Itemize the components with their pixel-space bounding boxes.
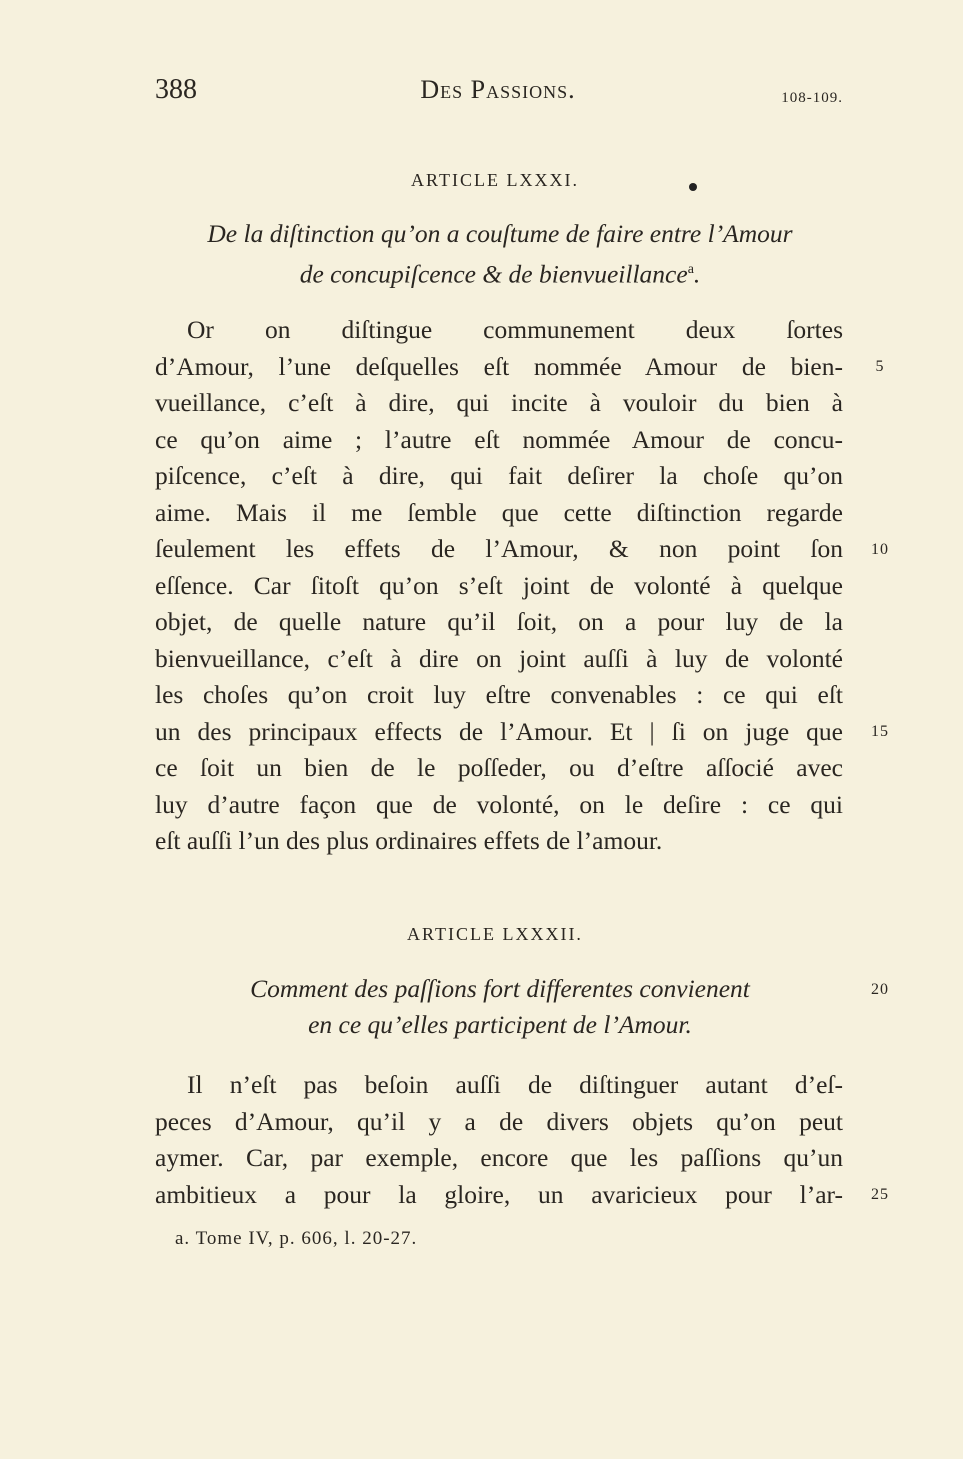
body-line: eſſence. Car ſitoſt qu’on s’eſt joint de volonté à quelque [155, 570, 843, 600]
article-heading-1: ARTICLE LXXXI. [411, 170, 579, 190]
body-line: aymer. Car, par exemple, encore que les paſſions qu’un [155, 1143, 843, 1172]
subtitle-line: de concupiſcence & de bienvueillance$^a$. [299, 259, 701, 289]
line-number: 5 [875, 358, 885, 375]
section-range: 108-109. [781, 90, 843, 106]
body-line: ambitieux a pour la gloire, un avaricieux pour l’ar- [155, 1179, 843, 1209]
article-body-1 [155, 312, 843, 860]
body-line: un des principaux effects de l’Amour. Et | ſi on juge que [155, 716, 843, 746]
body-line: objet, de quelle nature qu’il ſoit, on a pour luy de la [155, 607, 843, 636]
line-number: 15 [871, 723, 889, 740]
body-line: luy d’autre façon que de volonté, on le deſire : ce qui [155, 789, 843, 819]
body-line: Il n’eſt pas beſoin auſſi de diſtinguer autant d’eſ- [187, 1070, 843, 1099]
running-title: Des Passions. [420, 75, 576, 104]
body-line: aime. Mais il me ſemble que cette diſtinction regarde [155, 497, 843, 527]
body-line: piſcence, c’eſt à dire, qui fait deſirer la choſe qu’on [155, 461, 843, 490]
article-heading-2: ARTICLE LXXXII. [407, 924, 583, 944]
ink-dot [689, 183, 697, 191]
line-number: 20 [871, 981, 889, 998]
line-number: 10 [871, 541, 889, 558]
subtitle-line-text: de concupiſcence & de bienvueillance [299, 259, 688, 289]
body-line: Or on diſtingue communement deux ſortes [187, 315, 843, 344]
page-number: 388 [155, 74, 197, 105]
subtitle-line: Comment des paſſions fort differentes convienent [250, 974, 750, 1003]
body-line: ce ſoit un bien de le poſſeder, ou d’eſtre aſſocié avec [155, 753, 843, 782]
body-line: vueillance, c’eſt à dire, qui incite à vouloir du bien à [155, 388, 843, 417]
footnote: a. Tome IV, p. 606, l. 20-27. [175, 1228, 418, 1249]
body-line: d’Amour, l’une deſquelles eſt nommée Amour de bien- [155, 351, 843, 381]
line-number: 25 [871, 1186, 889, 1203]
body-line: ſeulement les effets de l’Amour, & non point ſon [155, 534, 843, 563]
body-line: bienvueillance, c’eſt à dire on joint auſſi à luy de volonté [155, 643, 843, 673]
subtitle-line: De la diſtinction qu’on a couſtume de faire entre l’Amour [207, 219, 793, 248]
body-line: eſt auſſi l’un des plus ordinaires effets de l’amour. [155, 826, 663, 855]
article-body-2 [155, 1067, 843, 1213]
footnote-marker: a [687, 262, 694, 277]
subtitle-line: en ce qu’elles participent de l’Amour. [308, 1010, 692, 1039]
body-line: les choſes qu’on croit luy eſtre convenables : ce qui eſt [155, 680, 843, 709]
body-line: peces d’Amour, qu’il y a de divers objets qu’on peut [155, 1106, 843, 1136]
article-subtitle-1 [155, 216, 845, 293]
article-subtitle-2 [155, 971, 845, 1043]
body-line: ce qu’on aime ; l’autre eſt nommée Amour de concu- [155, 424, 843, 454]
